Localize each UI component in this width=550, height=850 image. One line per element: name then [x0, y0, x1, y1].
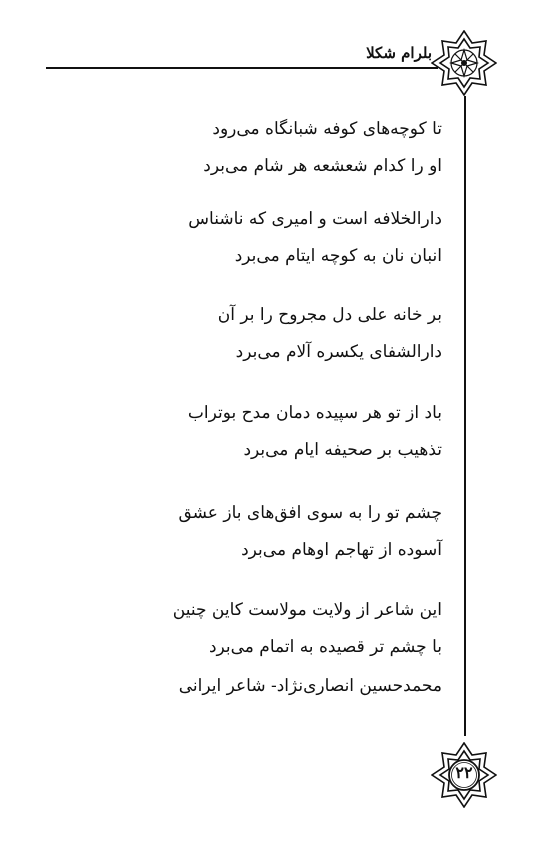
verse — [188, 400, 442, 463]
verse — [218, 302, 442, 365]
header-rule — [46, 67, 438, 69]
verse-line: تذهیب بر صحیفه ایام می‌برد — [243, 440, 442, 460]
verse-line: دارالشفای یکسره آلام می‌برد — [235, 342, 442, 362]
verse-line: او را کدام شعشعه هر شام می‌برد — [203, 156, 442, 176]
margin-rule — [464, 96, 466, 736]
page-number: ۲۲ — [455, 763, 473, 782]
verse-line: تا کوچه‌های کوفه شبانگاه می‌رود — [212, 119, 442, 139]
verse-line: بر خانه علی دل مجروح را بر آن — [217, 305, 442, 325]
running-header-title: بلرام شکلا — [366, 44, 432, 62]
verse — [178, 500, 442, 563]
verse — [188, 206, 442, 269]
star-rosette-ornament-icon — [431, 30, 497, 96]
verse-line: با چشم تر قصیده به اتمام می‌برد — [208, 637, 442, 657]
poet-credit: محمدحسین انصاری‌نژاد- شاعر ایرانی — [178, 676, 442, 696]
verse-line: باد از تو هر سپیده دمان مدح بوتراب — [187, 403, 442, 423]
verse-line: آسوده از تهاجم اوهام می‌برد — [241, 540, 442, 560]
verse-line: این شاعر از ولایت مولاست کاین چنین — [172, 600, 442, 620]
verse — [203, 116, 442, 179]
verse-line: دارالخلافه است و امیری که ناشناس — [188, 209, 442, 229]
verse-line: چشم تو را به سوی افق‌های باز عشق — [178, 503, 442, 523]
verse-line: انبان نان به کوچه ایتام می‌برد — [234, 246, 442, 266]
verse — [173, 597, 442, 660]
